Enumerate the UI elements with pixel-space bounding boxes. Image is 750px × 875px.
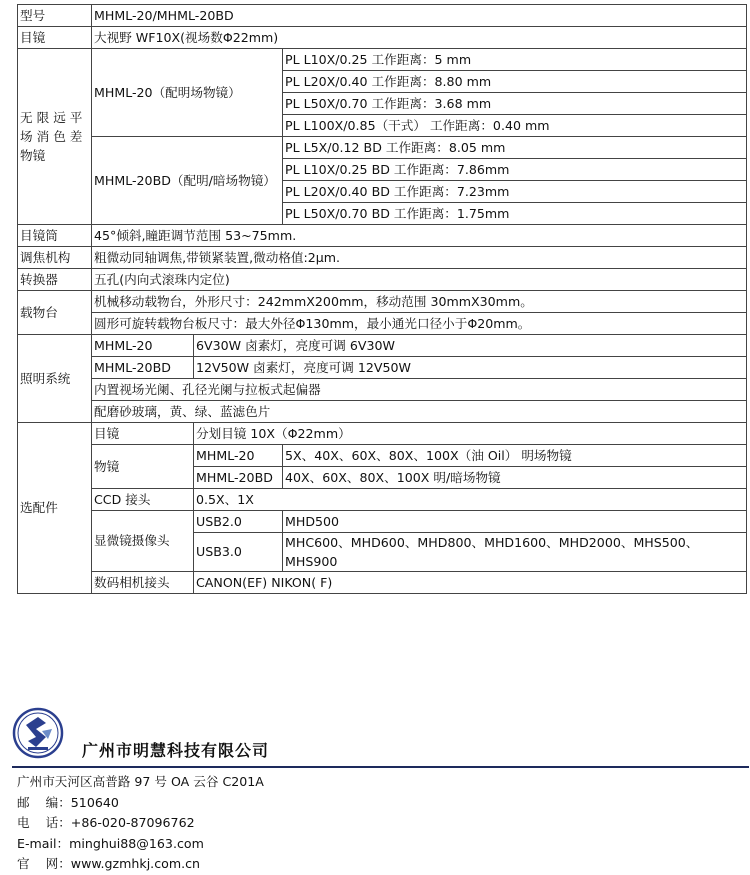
objective-label: 无 限 远 平 场 消 色 差 物镜 [18, 49, 92, 225]
options-camera-usb3-value: MHC600、MHD600、MHD800、MHD1600、MHD2000、MHS500、MHS900 [283, 533, 747, 572]
phone-text: 电 话：+86-020-87096762 [17, 815, 195, 830]
table-row [18, 137, 747, 159]
table-row [18, 49, 747, 71]
table-row [18, 445, 747, 467]
contact-block [17, 772, 264, 875]
options-camera-usb3-name: USB3.0 [194, 533, 283, 572]
focus-value: 粗微动同轴调焦,带锁紧装置,微动格值:2μm. [92, 247, 747, 269]
options-objective-m20-value: 5X、40X、60X、80X、100X（油 Oil） 明场物镜 [283, 445, 747, 467]
options-dslr-label: 数码相机接头 [92, 572, 194, 594]
illumination-m20-name: MHML-20 [92, 335, 194, 357]
table-row [18, 269, 747, 291]
email-text: E-mail：minghui88@163.com [17, 835, 204, 851]
website-text: 官 网：www.gzmhkj.com.cn [17, 856, 200, 871]
options-ccd-label: CCD 接头 [92, 489, 194, 511]
options-label: 选配件 [18, 423, 92, 594]
objective-item: PL L50X/0.70 工作距离：3.68 mm [283, 93, 747, 115]
illumination-m20-value: 6V30W 卤素灯，亮度可调 6V30W [194, 335, 747, 357]
spec-table [17, 4, 747, 594]
objective-item: PL L5X/0.12 BD 工作距离：8.05 mm [283, 137, 747, 159]
objective-item: PL L50X/0.70 BD 工作距离：1.75mm [283, 203, 747, 225]
table-row [18, 511, 747, 533]
table-row [18, 423, 747, 445]
table-row [18, 247, 747, 269]
objective-item: PL L10X/0.25 BD 工作距离：7.86mm [283, 159, 747, 181]
table-row [18, 335, 747, 357]
options-dslr-value: CANON(EF) NIKON( F) [194, 572, 747, 594]
objective-item: PL L10X/0.25 工作距离：5 mm [283, 49, 747, 71]
table-row [18, 291, 747, 313]
illumination-m20bd-value: 12V50W 卤素灯，亮度可调 12V50W [194, 357, 747, 379]
illumination-m20bd-name: MHML-20BD [92, 357, 194, 379]
objective-bright-name: MHML-20（配明场物镜） [92, 49, 283, 137]
footer-divider [12, 766, 749, 768]
illumination-label: 照明系统 [18, 335, 92, 423]
table-row [18, 379, 747, 401]
company-logo-icon [12, 707, 64, 759]
model-value: MHML-20/MHML-20BD [92, 5, 747, 27]
table-row [18, 489, 747, 511]
options-camera-label: 显微镜摄像头 [92, 511, 194, 572]
company-name: 广州市明慧科技有限公司 [82, 741, 270, 760]
options-eyepiece-label: 目镜 [92, 423, 194, 445]
address-text: 广州市天河区高普路 97 号 OA 云谷 C201A [17, 774, 264, 789]
table-row [18, 225, 747, 247]
stage-value: 机械移动载物台，外形尺寸：242mmX200mm，移动范围 30mmX30mm。 [92, 291, 747, 313]
table-row [18, 357, 747, 379]
objective-item: PL L20X/0.40 BD 工作距离：7.23mm [283, 181, 747, 203]
options-objective-m20bd-value: 40X、60X、80X、100X 明/暗场物镜 [283, 467, 747, 489]
table-row [18, 572, 747, 594]
tube-label: 目镜筒 [18, 225, 92, 247]
options-objective-m20bd-name: MHML-20BD [194, 467, 283, 489]
illumination-filters: 配磨砂玻璃，黄、绿、蓝滤色片 [92, 401, 747, 423]
nosepiece-value: 五孔(内向式滚珠内定位) [92, 269, 747, 291]
objective-item: PL L20X/0.40 工作距离：8.80 mm [283, 71, 747, 93]
table-row [18, 313, 747, 335]
options-camera-usb2-name: USB2.0 [194, 511, 283, 533]
options-camera-usb2-value: MHD500 [283, 511, 747, 533]
tube-value: 45°倾斜,瞳距调节范围 53~75mm. [92, 225, 747, 247]
nosepiece-label: 转换器 [18, 269, 92, 291]
table-row [18, 27, 747, 49]
postcode-text: 邮 编：510640 [17, 794, 119, 810]
objective-item: PL L100X/0.85（干式） 工作距离：0.40 mm [283, 115, 747, 137]
options-ccd-value: 0.5X、1X [194, 489, 747, 511]
options-objective-m20-name: MHML-20 [194, 445, 283, 467]
focus-label: 调焦机构 [18, 247, 92, 269]
eyepiece-value: 大视野 WF10X(视场数Φ22mm) [92, 27, 747, 49]
table-row [18, 401, 747, 423]
illumination-diaphragm: 内置视场光阑、孔径光阑与拉板式起偏器 [92, 379, 747, 401]
table-row [18, 5, 747, 27]
model-label: 型号 [18, 5, 92, 27]
options-eyepiece-value: 分划目镜 10X（Φ22mm） [194, 423, 747, 445]
stage-value: 圆形可旋转载物台板尺寸：最大外径Φ130mm，最小通光口径小于Φ20mm。 [92, 313, 747, 335]
options-objective-label: 物镜 [92, 445, 194, 489]
stage-label: 载物台 [18, 291, 92, 335]
objective-dark-name: MHML-20BD（配明/暗场物镜） [92, 137, 283, 225]
eyepiece-label: 目镜 [18, 27, 92, 49]
